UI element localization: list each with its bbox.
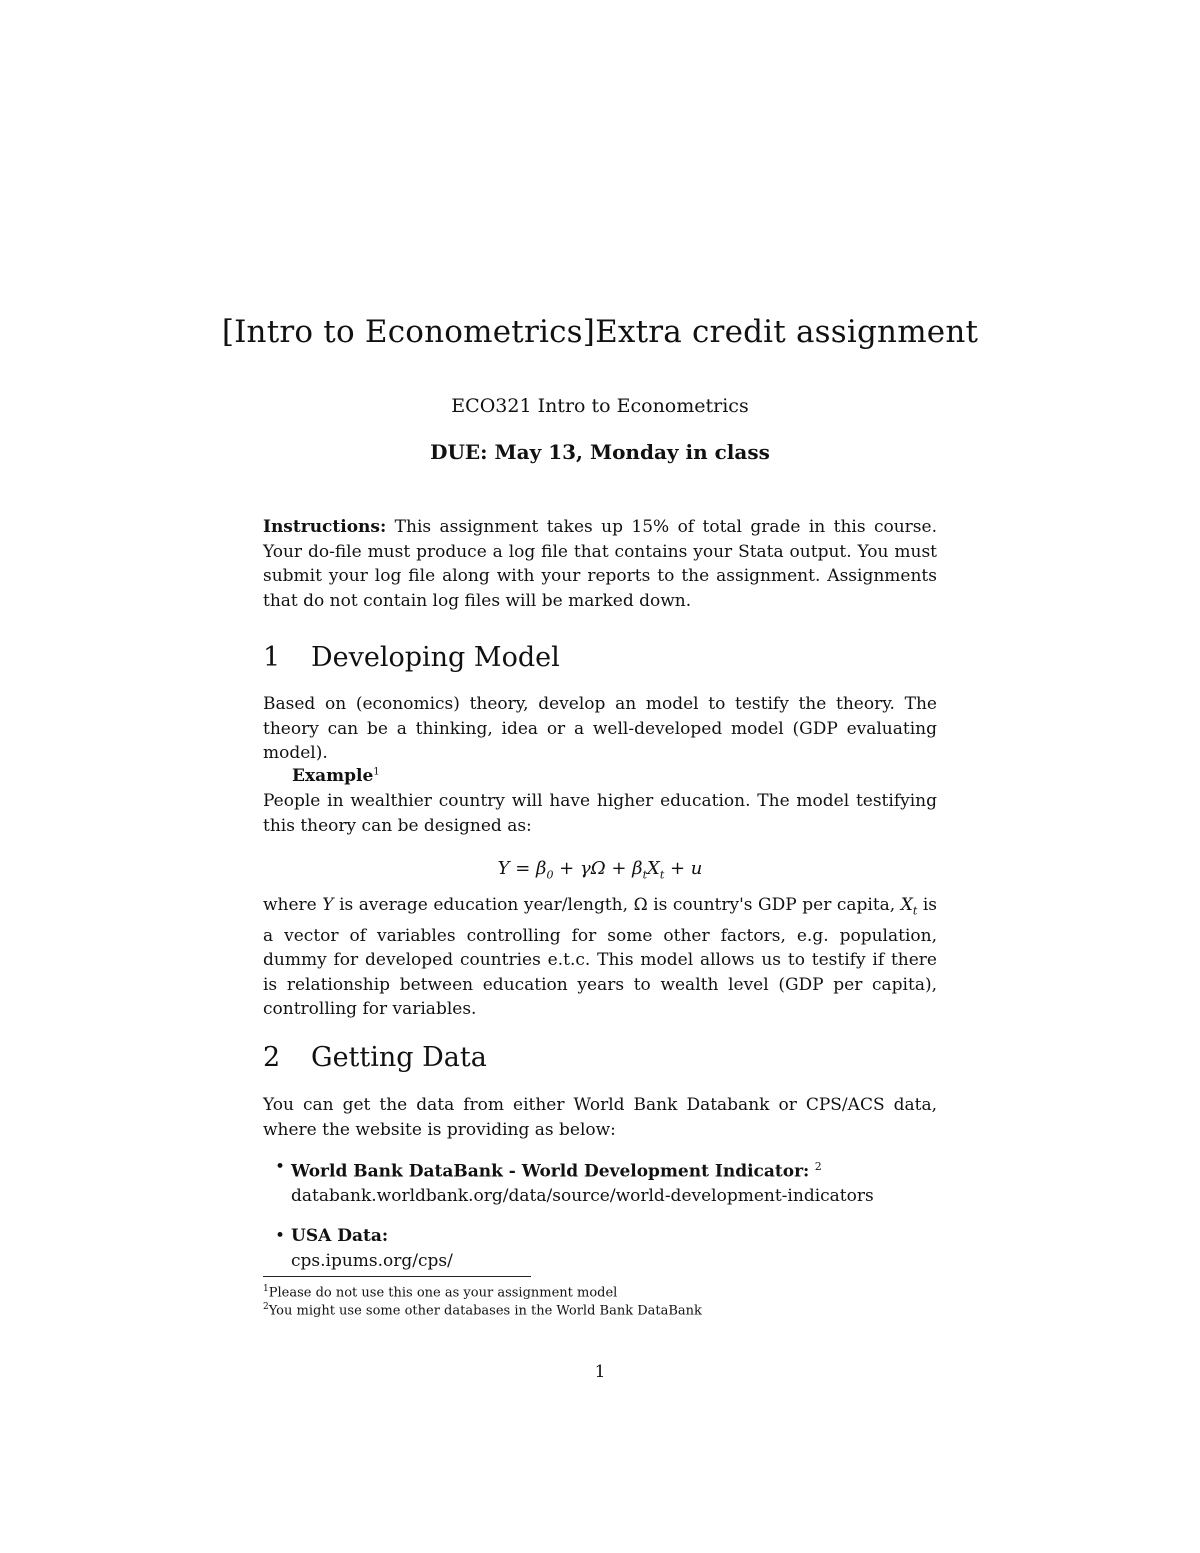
instructions-label: Instructions: <box>263 517 387 537</box>
footnote-2 <box>263 1299 937 1319</box>
where-x-var <box>900 895 918 918</box>
example-heading <box>292 766 380 786</box>
where-part-3: is a vector of variables controlling for some other factors, e.g. population, dummy for developed countries e.t.c. This model allows us to testify if there is relationship between education years to wealth level (GDP per capita), controlling for variables. <box>263 895 937 1020</box>
instructions-text: This assignment takes up 15% of total grade in this course. Your do-file must produce a log file that contains your Stata output. You must submit your log file along with your reports to the assignment. Assignments that do not contain log files will be marked down. <box>263 517 937 611</box>
section-2-title: Getting Data <box>311 1042 487 1073</box>
section-2-number: 2 <box>263 1042 281 1073</box>
example-label: Example <box>292 766 374 786</box>
section-2-paragraph: You can get the data from either World Bank Databank or CPS/ACS data, where the website is providing as below: <box>263 1095 937 1140</box>
list-item-label: World Bank DataBank - World Development Indicator: <box>291 1161 810 1182</box>
where-x-sub: t <box>912 904 918 918</box>
section-1-paragraph: Based on (economics) theory, develop an model to testify the theory. The theory can be a thinking, idea or a well-developed model (GDP evaluating model). <box>263 694 937 763</box>
equation-sub0: 0 <box>546 868 554 882</box>
footnote-2-text: You might use some other databases in the World Bank DataBank <box>268 1303 702 1319</box>
bullet-icon: • <box>275 1226 286 1246</box>
equation-x: X <box>647 858 660 879</box>
course-name: ECO321 Intro to Econometrics <box>451 395 749 417</box>
where-x: X <box>900 895 913 915</box>
footnote-1-mark: 1 <box>263 1284 269 1294</box>
world-bank-link[interactable]: databank.worldbank.org/data/source/world-development-indicators <box>291 1186 874 1207</box>
page-number: 1 <box>594 1362 606 1382</box>
where-paragraph <box>263 893 937 1022</box>
list-item-world-bank <box>275 1155 931 1209</box>
where-part-2: is average education year/length, Ω is country's GDP per capita, <box>333 895 901 915</box>
instructions-paragraph <box>263 515 937 613</box>
document-title: [Intro to Econometrics]Extra credit assignment <box>221 314 979 350</box>
equation-lhs: Y = β <box>497 858 547 879</box>
equation-mid: + γΩ + β <box>553 858 643 879</box>
where-part-1: where <box>263 895 323 915</box>
footnote-1-text: Please do not use this one as your assignment model <box>268 1285 618 1301</box>
example-footnote-mark: 1 <box>373 766 380 778</box>
equation-sub-t: t <box>642 868 647 882</box>
section-1-heading <box>263 642 560 673</box>
list-item-label: USA Data: <box>291 1226 389 1246</box>
example-paragraph: People in wealthier country will have higher education. The model testifying this theory can be designed as: <box>263 791 937 836</box>
footnote-2-mark: 2 <box>263 1302 269 1312</box>
list-item-footnote-mark: 2 <box>814 1160 822 1173</box>
where-y: Y <box>322 895 334 915</box>
footnote-divider <box>263 1276 531 1277</box>
equation-sub-t2: t <box>659 868 665 882</box>
bullet-icon: • <box>275 1157 286 1177</box>
section-1-number: 1 <box>263 642 281 673</box>
equation-rhs: + u <box>664 858 703 879</box>
list-item-usa-data <box>275 1224 931 1273</box>
model-equation <box>0 858 1200 882</box>
cps-link[interactable]: cps.ipums.org/cps/ <box>291 1250 453 1271</box>
due-date: DUE: May 13, Monday in class <box>430 440 770 464</box>
section-2-heading <box>263 1042 487 1073</box>
section-1-title: Developing Model <box>311 642 560 673</box>
